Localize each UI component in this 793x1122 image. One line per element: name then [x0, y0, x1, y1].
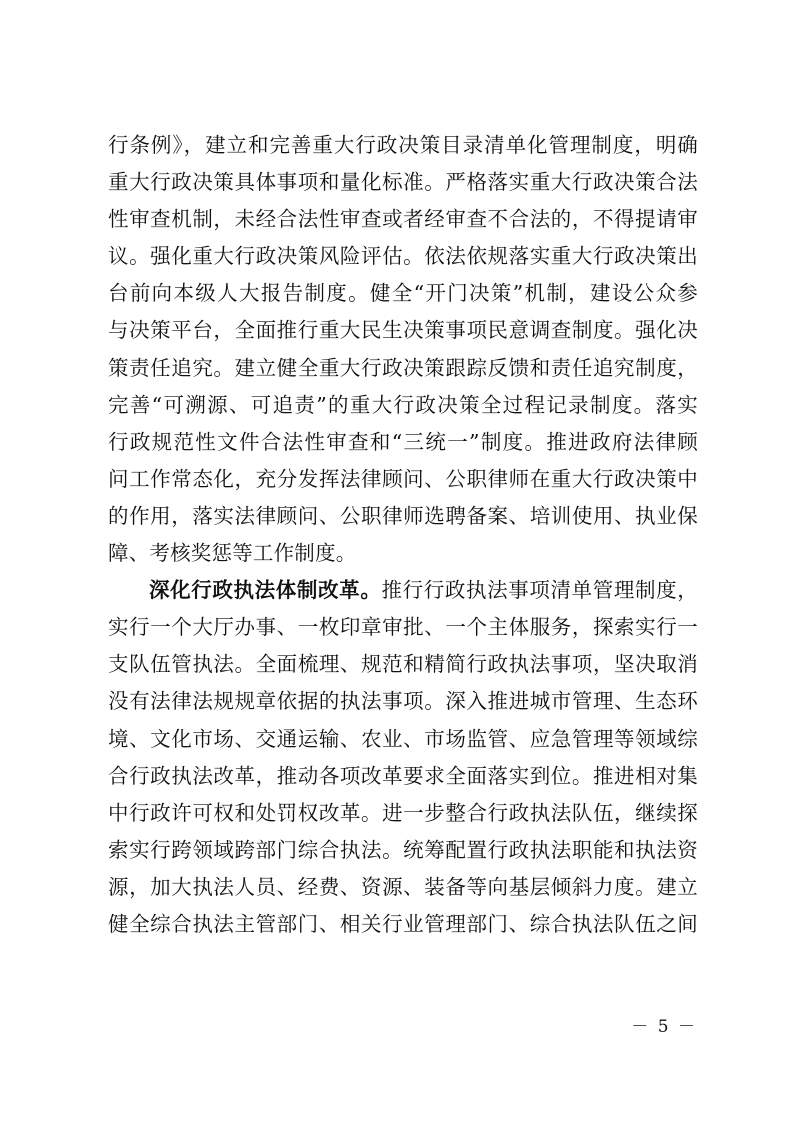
text-line: 完善“可溯源、可追责”的重大行政决策全过程记录制度。落实 — [108, 392, 698, 417]
text-line: 台前向本级人大报告制度。健全“开门决策”机制，建设公众参 — [108, 281, 698, 306]
text-line: 合行政执法改革，推动各项改革要求全面落实到位。推进相对集 — [108, 763, 698, 788]
text-line: 的作用，落实法律顾问、公职律师选聘备案、培训使用、执业保 — [108, 503, 698, 528]
text-line: 源，加大执法人员、经费、资源、装备等向基层倾斜力度。建立 — [108, 874, 698, 899]
document-body — [108, 127, 698, 943]
text-line: 行政规范性文件合法性审查和“三统一”制度。推进政府法律顾 — [108, 429, 698, 454]
text-line: 行条例》，建立和完善重大行政决策目录清单化管理制度，明确 — [108, 133, 698, 157]
paragraph-heading: 深化行政执法体制改革。 — [149, 578, 382, 603]
text-line: 中行政许可权和处罚权改革。进一步整合行政执法队伍，继续探 — [108, 800, 698, 825]
text-line — [108, 572, 698, 609]
page-number: － 5 － — [631, 1017, 697, 1037]
paragraph-decision-making — [108, 127, 698, 572]
text-line: 索实行跨领域跨部门综合执法。统筹配置行政执法职能和执法资 — [108, 837, 698, 862]
text-line: 健全综合执法主管部门、相关行业管理部门、综合执法队伍之间 — [108, 911, 698, 936]
text-line: 支队伍管执法。全面梳理、规范和精简行政执法事项，坚决取消 — [108, 652, 698, 677]
text-line: 性审查机制，未经合法性审查或者经审查不合法的，不得提请审 — [108, 207, 698, 232]
paragraph-enforcement-reform — [108, 572, 698, 943]
text-line: 策责任追究。建立健全重大行政决策跟踪反馈和责任追究制度， — [108, 355, 698, 380]
text-line: 境、文化市场、交通运输、农业、市场监管、应急管理等领域综 — [108, 726, 698, 751]
text-line: 没有法律法规规章依据的执法事项。深入推进城市管理、生态环 — [108, 689, 698, 714]
text-line: 问工作常态化，充分发挥法律顾问、公职律师在重大行政决策中 — [108, 466, 698, 491]
text-line: 议。强化重大行政决策风险评估。依法依规落实重大行政决策出 — [108, 244, 698, 269]
text-fragment: 推行行政执法事项清单管理制度， — [381, 578, 698, 603]
text-line: 实行一个大厅办事、一枚印章审批、一个主体服务，探索实行一 — [108, 615, 698, 640]
text-line: 障、考核奖惩等工作制度。 — [108, 541, 357, 566]
text-line: 与决策平台，全面推行重大民生决策事项民意调查制度。强化决 — [108, 318, 698, 343]
text-line: 重大行政决策具体事项和量化标准。严格落实重大行政决策合法 — [108, 170, 698, 195]
